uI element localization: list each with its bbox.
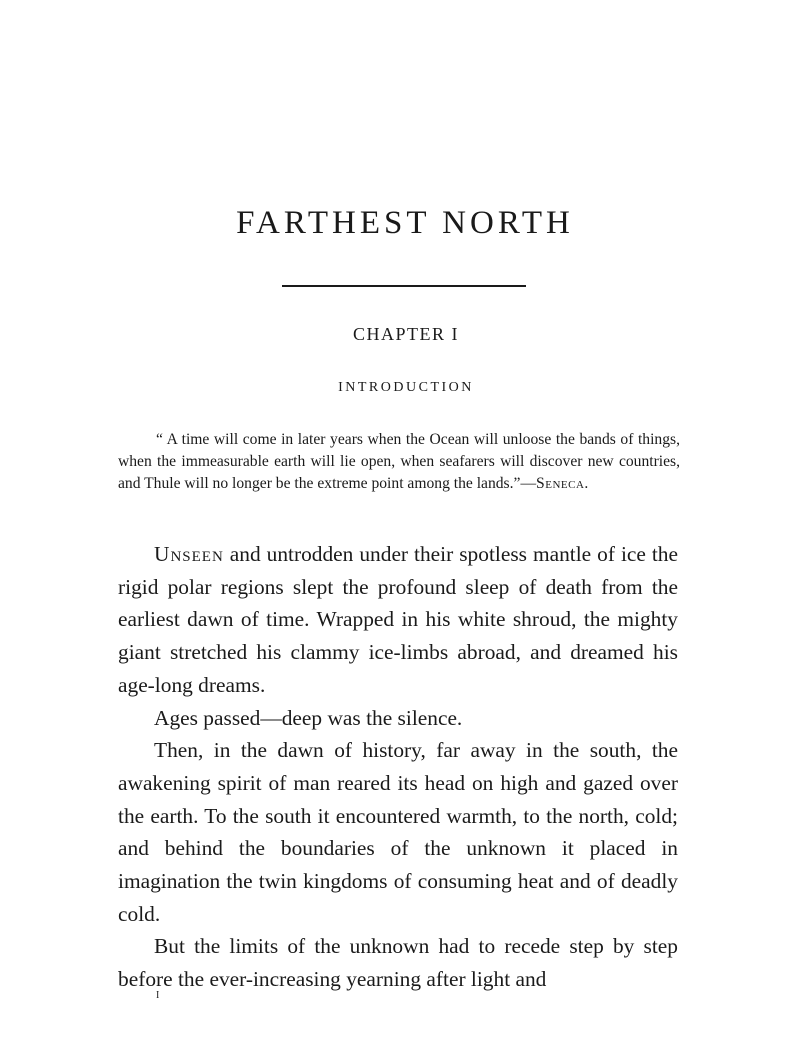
epigraph-attribution: Seneca. [536, 475, 589, 492]
paragraph-1-text: and untrodden under their spotless mantle of ice the rigid polar regions slept the profound sleep of death from the earliest dawn of time. Wrapped in his white shroud, the mighty giant stretched his clammy ice-limbs abroad, and dreamed his age-long dreams. [118, 542, 678, 697]
body-text [118, 538, 678, 996]
title-divider [282, 285, 526, 287]
paragraph-2: Ages passed—deep was the silence. [154, 705, 463, 730]
chapter-subtitle: INTRODUCTION [338, 380, 474, 395]
book-title: FARTHEST NORTH [236, 205, 574, 241]
paragraph-1-lead: Unseen [154, 542, 224, 566]
paragraph-3: Then, in the dawn of history, far away in the south, the awakening spirit of man reared its head on high and gazed over the earth. To the south it encountered warmth, to the north, cold; and behind the boundaries of the unknown it placed in imagination the twin kingdoms of consuming heat and of deadly cold. [118, 738, 678, 926]
signature-mark: I [156, 990, 160, 1001]
paragraph-4: But the limits of the unknown had to recede step by step before the ever-increasing yearning after light and [118, 934, 678, 992]
chapter-heading: CHAPTER I [352, 324, 459, 344]
epigraph-paragraph [118, 429, 680, 495]
epigraph-quote: “ A time will come in later years when the Ocean will unloose the bands of things, when the immeasurable earth will lie open, when seafarers will discover new countries, and Thule will no longer be the extreme point among the lands.”— [118, 431, 680, 492]
epigraph [118, 429, 680, 495]
paragraph-1 [118, 538, 678, 702]
